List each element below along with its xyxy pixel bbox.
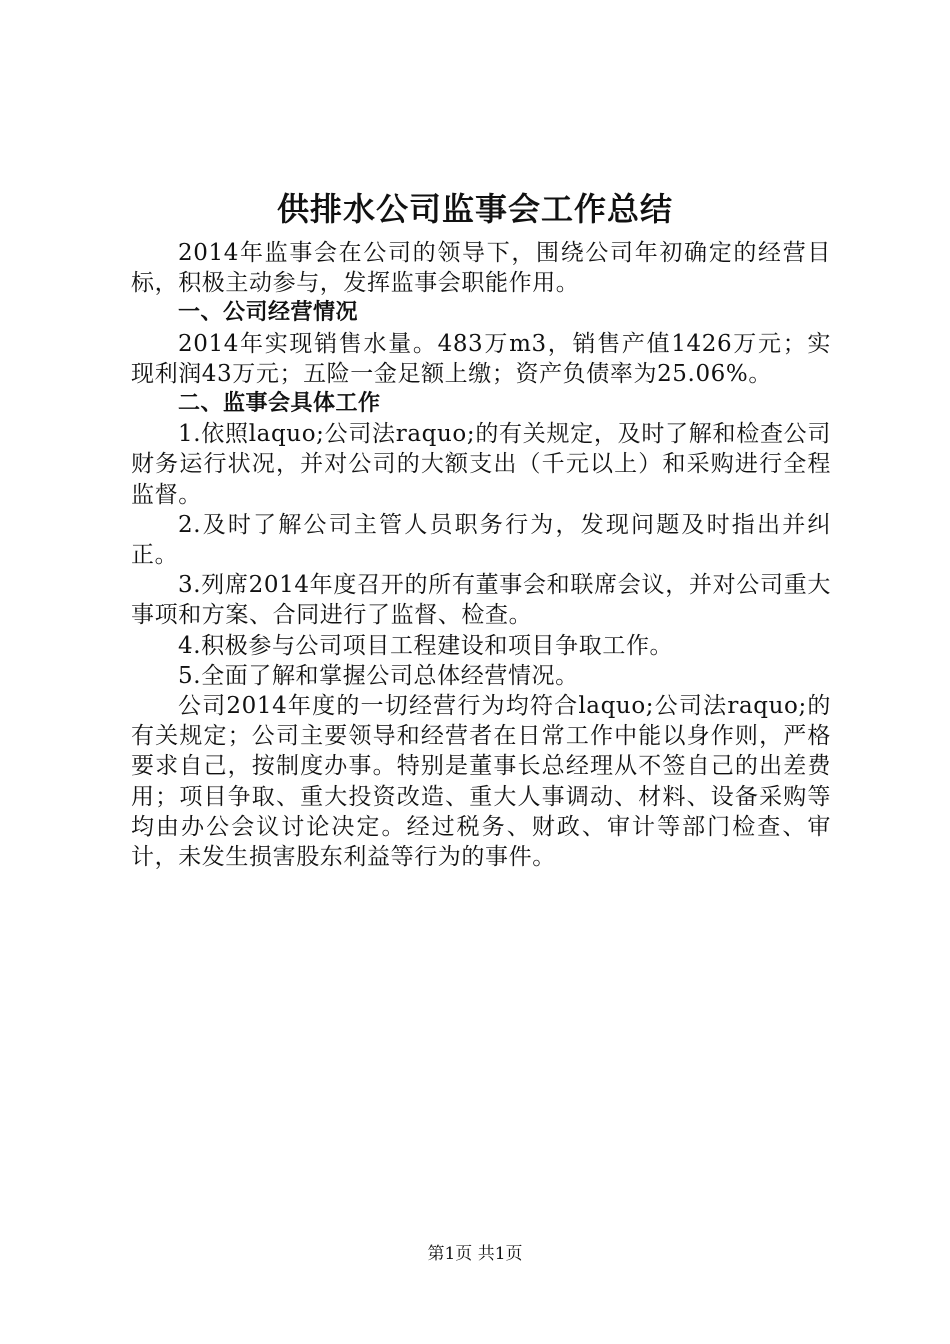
section-heading-supervisory-work: 二、监事会具体工作	[178, 391, 381, 417]
page-footer: 第1页 共1页	[427, 1244, 523, 1264]
document-body	[131, 238, 831, 872]
conclusion-paragraph: 公司2014年度的一切经营行为均符合laquo;公司法raquo;的有关规定；公司主要领导和经营者在日常工作中能以身作则，严格要求自己，按制度办事。特别是董事长总经理从不签自己的出差费用；项目争取、重大投资改造、重大人事调动、材料、设备采购等均由办公会议讨论决定。经过税务、财政、审计等部门检查、审计，未发生损害股东利益等行为的事件。	[131, 693, 831, 871]
operations-paragraph: 2014年实现销售水量。483万m3，销售产值1426万元；实现利润43万元；五险一金足额上缴；资产负债率为25.06%。	[131, 330, 831, 387]
work-item-3: 3.列席2014年度召开的所有董事会和联席会议，并对公司重大事项和方案、合同进行了监督、检查。	[131, 572, 831, 629]
work-item-1: 1.依照laquo;公司法raquo;的有关规定，及时了解和检查公司财务运行状况，并对公司的大额支出（千元以上）和采购进行全程监督。	[131, 421, 831, 508]
intro-paragraph: 2014年监事会在公司的领导下，围绕公司年初确定的经营目标，积极主动参与，发挥监事会职能作用。	[131, 240, 831, 297]
document-title: 供排水公司监事会工作总结	[276, 190, 673, 228]
work-item-4: 4.积极参与公司项目工程建设和项目争取工作。	[178, 632, 674, 659]
section-heading-operations: 一、公司经营情况	[178, 300, 359, 326]
work-item-5: 5.全面了解和掌握公司总体经营情况。	[178, 662, 579, 689]
work-item-2: 2.及时了解公司主管人员职务行为，发现问题及时指出并纠正。	[131, 511, 831, 569]
